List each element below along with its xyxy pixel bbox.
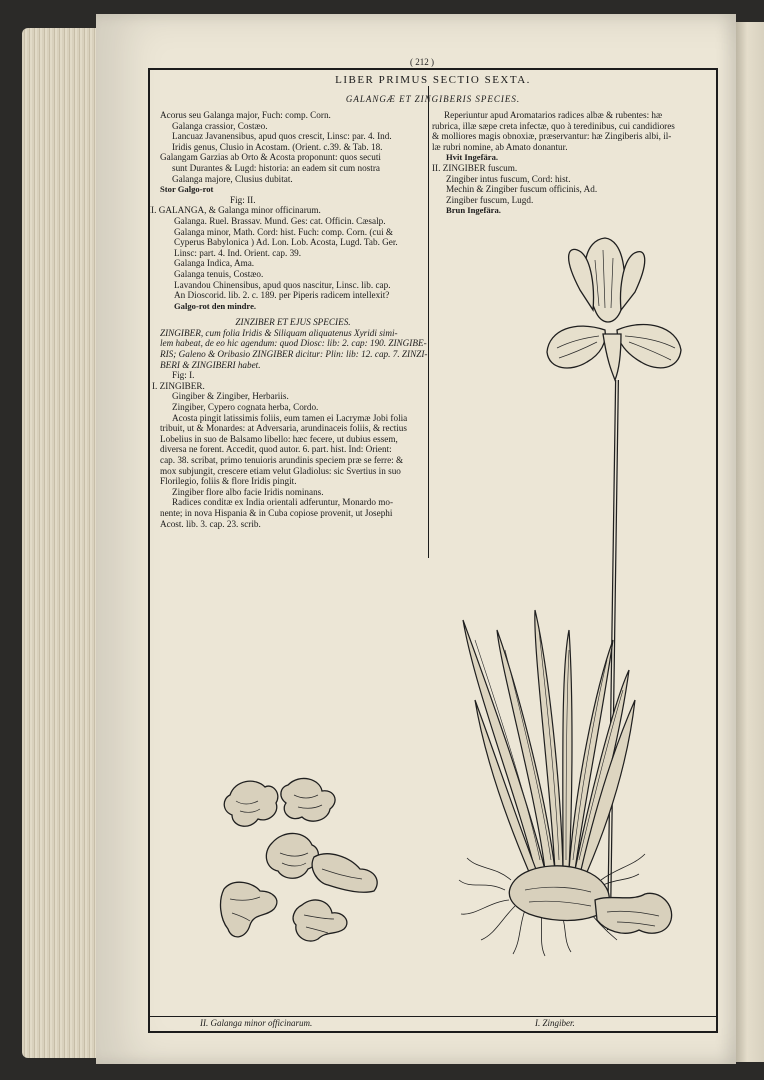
text-line: tribuit, ut & Monardes: at Adversaria, arundinaceis foliis, & rectius	[160, 423, 407, 434]
text-line: Zingiber flore albo facie Iridis nominans.	[172, 486, 324, 497]
text-line: Lobelius in suo de Balsamo libello: hæc fecere, ut dubius essem,	[160, 433, 398, 444]
text-line: rubrica, illæ sæpe creta infectæ, quo à teredinibus, cui candidiores	[432, 120, 675, 131]
text-line: ZINGIBER, cum folia Iridis & Siliquam aliquatenus Xyridi simi-	[160, 327, 398, 338]
left-text-column	[148, 110, 428, 529]
column-divider	[428, 86, 429, 558]
text-line: lem habeat, de eo hic agendum: quod Diosc: lib: 2. cap: 190. ZINGIBE-	[160, 338, 427, 349]
text-line: An Dioscorid. lib. 2. c. 189. per Piperis radicem intellexit?	[174, 290, 390, 301]
text-line: Zingiber fuscum, Lugd.	[446, 194, 534, 205]
text-line: Galanga crassior, Costæo.	[172, 120, 268, 131]
text-line: sunt Durantes & Lugd: historia: an eadem sit cum nostra	[172, 162, 380, 173]
text-line: nente; in nova Hispania & in Cuba copiose provenit, ut Josephi	[160, 507, 393, 518]
text-line: diversa ne forent. Accedit, quod autor. 6. part. hist. Ind: Orient:	[160, 444, 392, 455]
text-line: Acost. lib. 3. cap. 23. scrib.	[160, 518, 261, 529]
text-line: Zingiber intus fuscum, Cord: hist.	[446, 173, 571, 184]
text-line: Acosta pingit latissimis foliis, eum tamen ei Lacrymæ Jobi folia	[172, 412, 408, 423]
text-line: Reperiuntur apud Aromatarios radices albæ & rubentes: hæ	[444, 110, 663, 120]
text-line: Galanga Indica, Ama.	[174, 258, 255, 269]
text-line: Mechin & Zingiber fuscum officinis, Ad.	[446, 184, 598, 195]
text-line: Zingiber, Cypero cognata herba, Cordo.	[172, 402, 319, 413]
section-heading: ZINZIBER ET EJUS SPECIES.	[235, 317, 351, 328]
text-line: & molliores magis obnoxiæ, præservantur: hæ Zingiberis albi, il-	[432, 131, 672, 142]
right-text-column	[432, 110, 710, 216]
text-line: Linsc: part. 4. Ind. Orient. cap. 39.	[174, 247, 302, 258]
caption-rule	[150, 1016, 716, 1017]
text-line: Florilegio, foliis & flore Iridis pingit.	[160, 476, 297, 487]
vernacular-name: Stor Galgo-rot	[160, 184, 214, 195]
vernacular-name: Brun Ingefära.	[446, 205, 501, 216]
text-line: Acorus seu Galanga major, Fuch: comp. Corn.	[160, 110, 331, 120]
text-line: Galangam Garzias ab Orto & Acosta proponunt: quos secuti	[160, 152, 381, 163]
entry-heading: I. ZINGIBER.	[152, 380, 205, 391]
page-title: LIBER PRIMUS SECTIO SEXTA.	[335, 74, 531, 86]
entry-heading: II. GALANGA, & Galanga minor officinarum.	[148, 205, 321, 216]
page-subtitle: GALANGÆ ET ZINGIBERIS SPECIES.	[345, 94, 521, 104]
text-line: Iridis genus, Clusio in Acostam. (Orient. c.39. & Tab. 18.	[172, 141, 383, 152]
text-line: Galanga majore, Clusius dubitat.	[172, 173, 293, 184]
vernacular-name: Hvit Ingefära.	[446, 152, 499, 163]
page-number: ( 212 )	[410, 57, 434, 67]
text-line: Lancuaz Javanensibus, apud quos crescit, Linsc: par. 4. Ind.	[172, 131, 392, 142]
text-line: Gingiber & Zingiber, Herbariis.	[172, 391, 289, 402]
vernacular-name: Galgo-rot den mindre.	[174, 300, 257, 311]
text-line: Cyperus Babylonica ) Ad. Lon. Lob. Acosta, Lugd. Tab. Ger.	[174, 237, 398, 248]
text-line: læ rubri nomine, ab Amato donantur.	[432, 141, 568, 152]
text-line: BERI & ZINGIBERI habet.	[160, 359, 261, 370]
text-line: Galanga. Ruel. Brassav. Mund. Ges: cat. Officin. Cæsalp.	[174, 215, 386, 226]
text-line: Galanga minor, Math. Cord: hist. Fuch: comp. Corn. (cui &	[174, 226, 394, 237]
galanga-rhizomes-illustration	[210, 765, 410, 965]
right-figure-caption: I. Zingiber.	[535, 1018, 575, 1028]
figure-ref: Fig: II.	[230, 194, 256, 205]
facing-page-edge	[736, 22, 764, 1062]
text-line: Galanga tenuis, Costæo.	[174, 268, 264, 279]
text-line: cap. 38. scribat, primo tenuioris arundinis speciem præ se ferre: &	[160, 455, 404, 465]
text-line: Radices conditæ ex India orientali adferuntur, Monardo mo-	[172, 497, 394, 508]
figure-ref: Fig: I.	[172, 370, 195, 381]
text-line: RIS; Galeno & Oribasio ZINGIBER dicitur: Plin: lib: 12. cap. 7. ZINZI-	[160, 349, 428, 360]
text-line: Lavandou Chinensibus, apud quos nascitur, Linsc. lib. cap.	[174, 279, 391, 290]
left-figure-caption: II. Galanga minor officinarum.	[200, 1018, 313, 1028]
zingiber-plant-illustration	[445, 230, 685, 960]
book-page-edges	[22, 28, 102, 1058]
text-line: mox subjungit, crescere etiam velut Gladiolus: sic Svertius in suo	[160, 465, 401, 476]
entry-heading: II. ZINGIBER fuscum.	[432, 162, 518, 173]
